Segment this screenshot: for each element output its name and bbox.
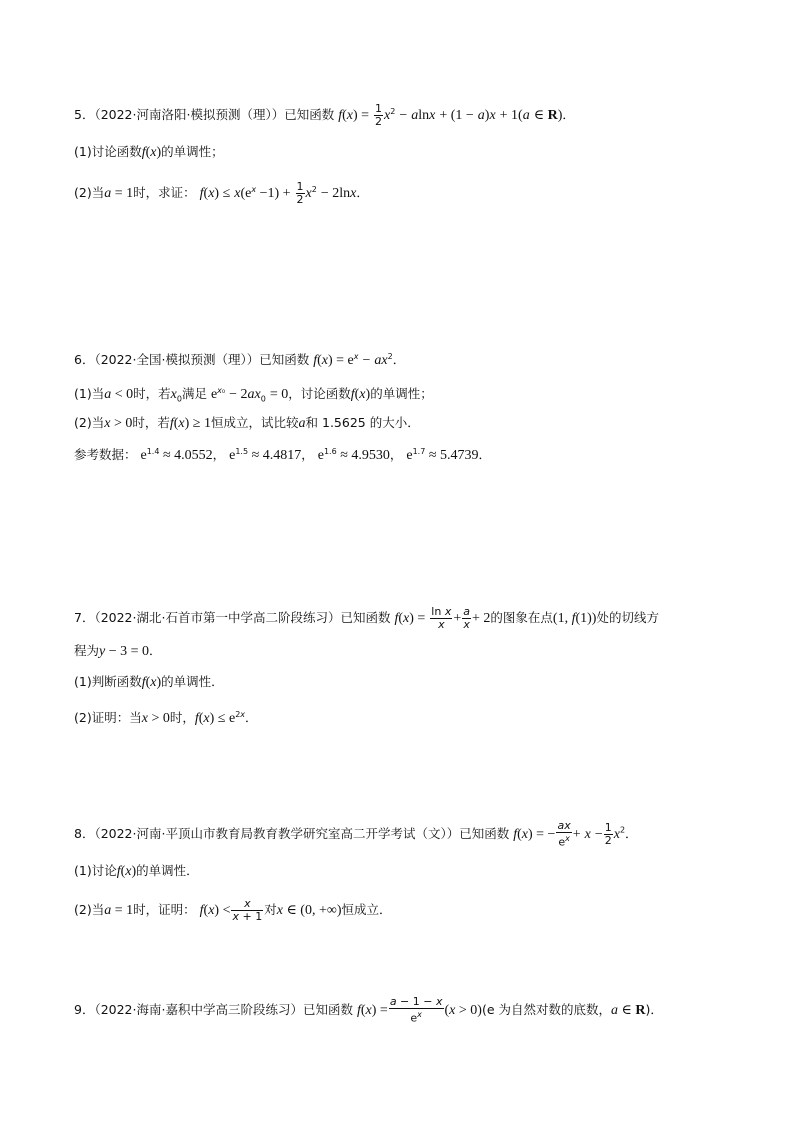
problem-7-part-2: (2)证明：当x > 0时，$f(x) \le e^{2x}$． <box>74 710 258 727</box>
problem-6-ref-data: 参考数据： $e^{1.4} \approx 4.0552$， $e^{1.5} \approx 4.4817$， $e^{1.6} \approx 4.9530$， $e^{1.7} \approx 5.4739$． <box>74 447 492 464</box>
problem-source: （2022·河南洛阳·模拟预测（理）） <box>94 107 285 123</box>
problem-number: 5． <box>74 107 95 123</box>
problem-8-part-1: (1)讨论f(x)的单调性． <box>74 863 199 879</box>
problem-8-part-2: (2)当a = 1时，证明： f(x) < $\frac{x}{x + 1}$ 对x ∈ (0, +∞)恒成立． <box>74 897 392 923</box>
problem-9-stem: 9．（2022·海南·嘉积中学高三阶段练习）已知函数 f(x) = $\frac{a - 1 - x}{e^x}$ (x > 0)(e 为自然对数的底数，a ∈ R)． <box>74 995 663 1025</box>
problem-6-stem: 6．（2022·全国·模拟预测（理））已知函数 $f(x) = e^x - ax^2$． <box>74 352 406 369</box>
problem-6-part-1: (1)当a < 0时，若$x_0$满足 $e^{x_0} - 2ax_0 = 0$，讨论函数f(x)的单调性； <box>74 386 433 404</box>
problem-5-stem: 5．（2022·河南洛阳·模拟预测（理））已知函数 f(x) = $\frac{1}{2}$ $x^2 - alnx + (1 - a)x + 1(a$ ∈ R)． <box>74 102 575 129</box>
problem-5-part-2: (2)当a = 1时，求证： $f(x) \le x(e^x -1)$ + $\frac{1}{2}$ $x^2 - 2\ln x$． <box>74 180 369 207</box>
problem-7-stem-cont: 程为y − 3 = 0． <box>74 643 162 659</box>
problem-7-stem: 7．（2022·湖北·石首市第一中学高二阶段练习）已知函数 f(x) = $\frac{\text{ln x}}{x}$ + $\frac{a}{x}$ + 2的图象在点(1, f(1))处的切线方 <box>74 605 659 631</box>
problem-8-stem: 8．（2022·河南·平顶山市教育局教育教学研究室高二开学考试（文））已知函数 f(x) = − $\frac{ax}{e^x}$ + x − $\frac{1}{2}$ $x^2$． <box>74 819 638 849</box>
problem-7-part-1: (1)判断函数f(x)的单调性． <box>74 674 224 690</box>
problem-6-part-2: (2)当x > 0时，若f(x) ≥ 1恒成立，试比较a和 1.5625 的大小． <box>74 415 420 431</box>
problem-5-part-1: (1)讨论函数f(x)的单调性； <box>74 144 224 160</box>
